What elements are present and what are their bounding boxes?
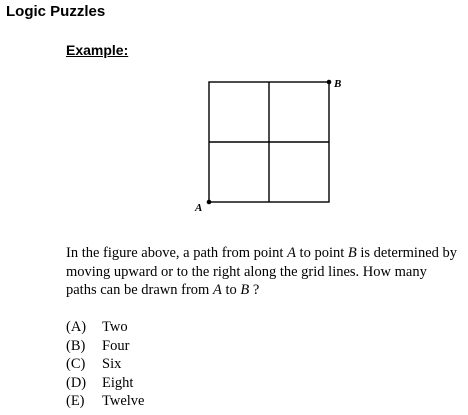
choice-text: Two (102, 319, 128, 335)
example-heading: Example: (66, 42, 129, 58)
choice-letter: (D) (66, 374, 87, 391)
point-a-label: A (195, 202, 203, 214)
choice-text: Eight (102, 374, 134, 391)
point-b-ref: B (347, 245, 357, 261)
point-b-dot (327, 80, 332, 85)
choice-letter: (B) (66, 337, 86, 354)
point-a-ref: A (287, 245, 296, 261)
choice-letter: (A) (66, 319, 87, 335)
choice-b[interactable] (66, 337, 144, 356)
choice-letter: (E) (66, 393, 85, 409)
choice-text: Four (102, 337, 130, 354)
page-title: Logic Puzzles (6, 3, 106, 20)
choice-a[interactable] (66, 318, 144, 337)
point-a-dot (207, 200, 212, 205)
point-a-ref: A (212, 282, 222, 298)
choice-text: Twelve (102, 393, 145, 409)
choice-d[interactable] (66, 374, 144, 393)
question-text: In the figure above, a path from point A to point B is determined by moving upward or to the right along the grid lines. How many paths can be drawn from A to B ? (66, 245, 458, 298)
choice-e[interactable] (66, 392, 144, 411)
answer-choices (66, 318, 144, 411)
choice-text: Six (102, 356, 122, 372)
point-b-label: B (334, 78, 342, 90)
choice-c[interactable] (66, 355, 144, 374)
choice-letter: (C) (66, 356, 86, 372)
point-b-ref: B (240, 282, 250, 298)
